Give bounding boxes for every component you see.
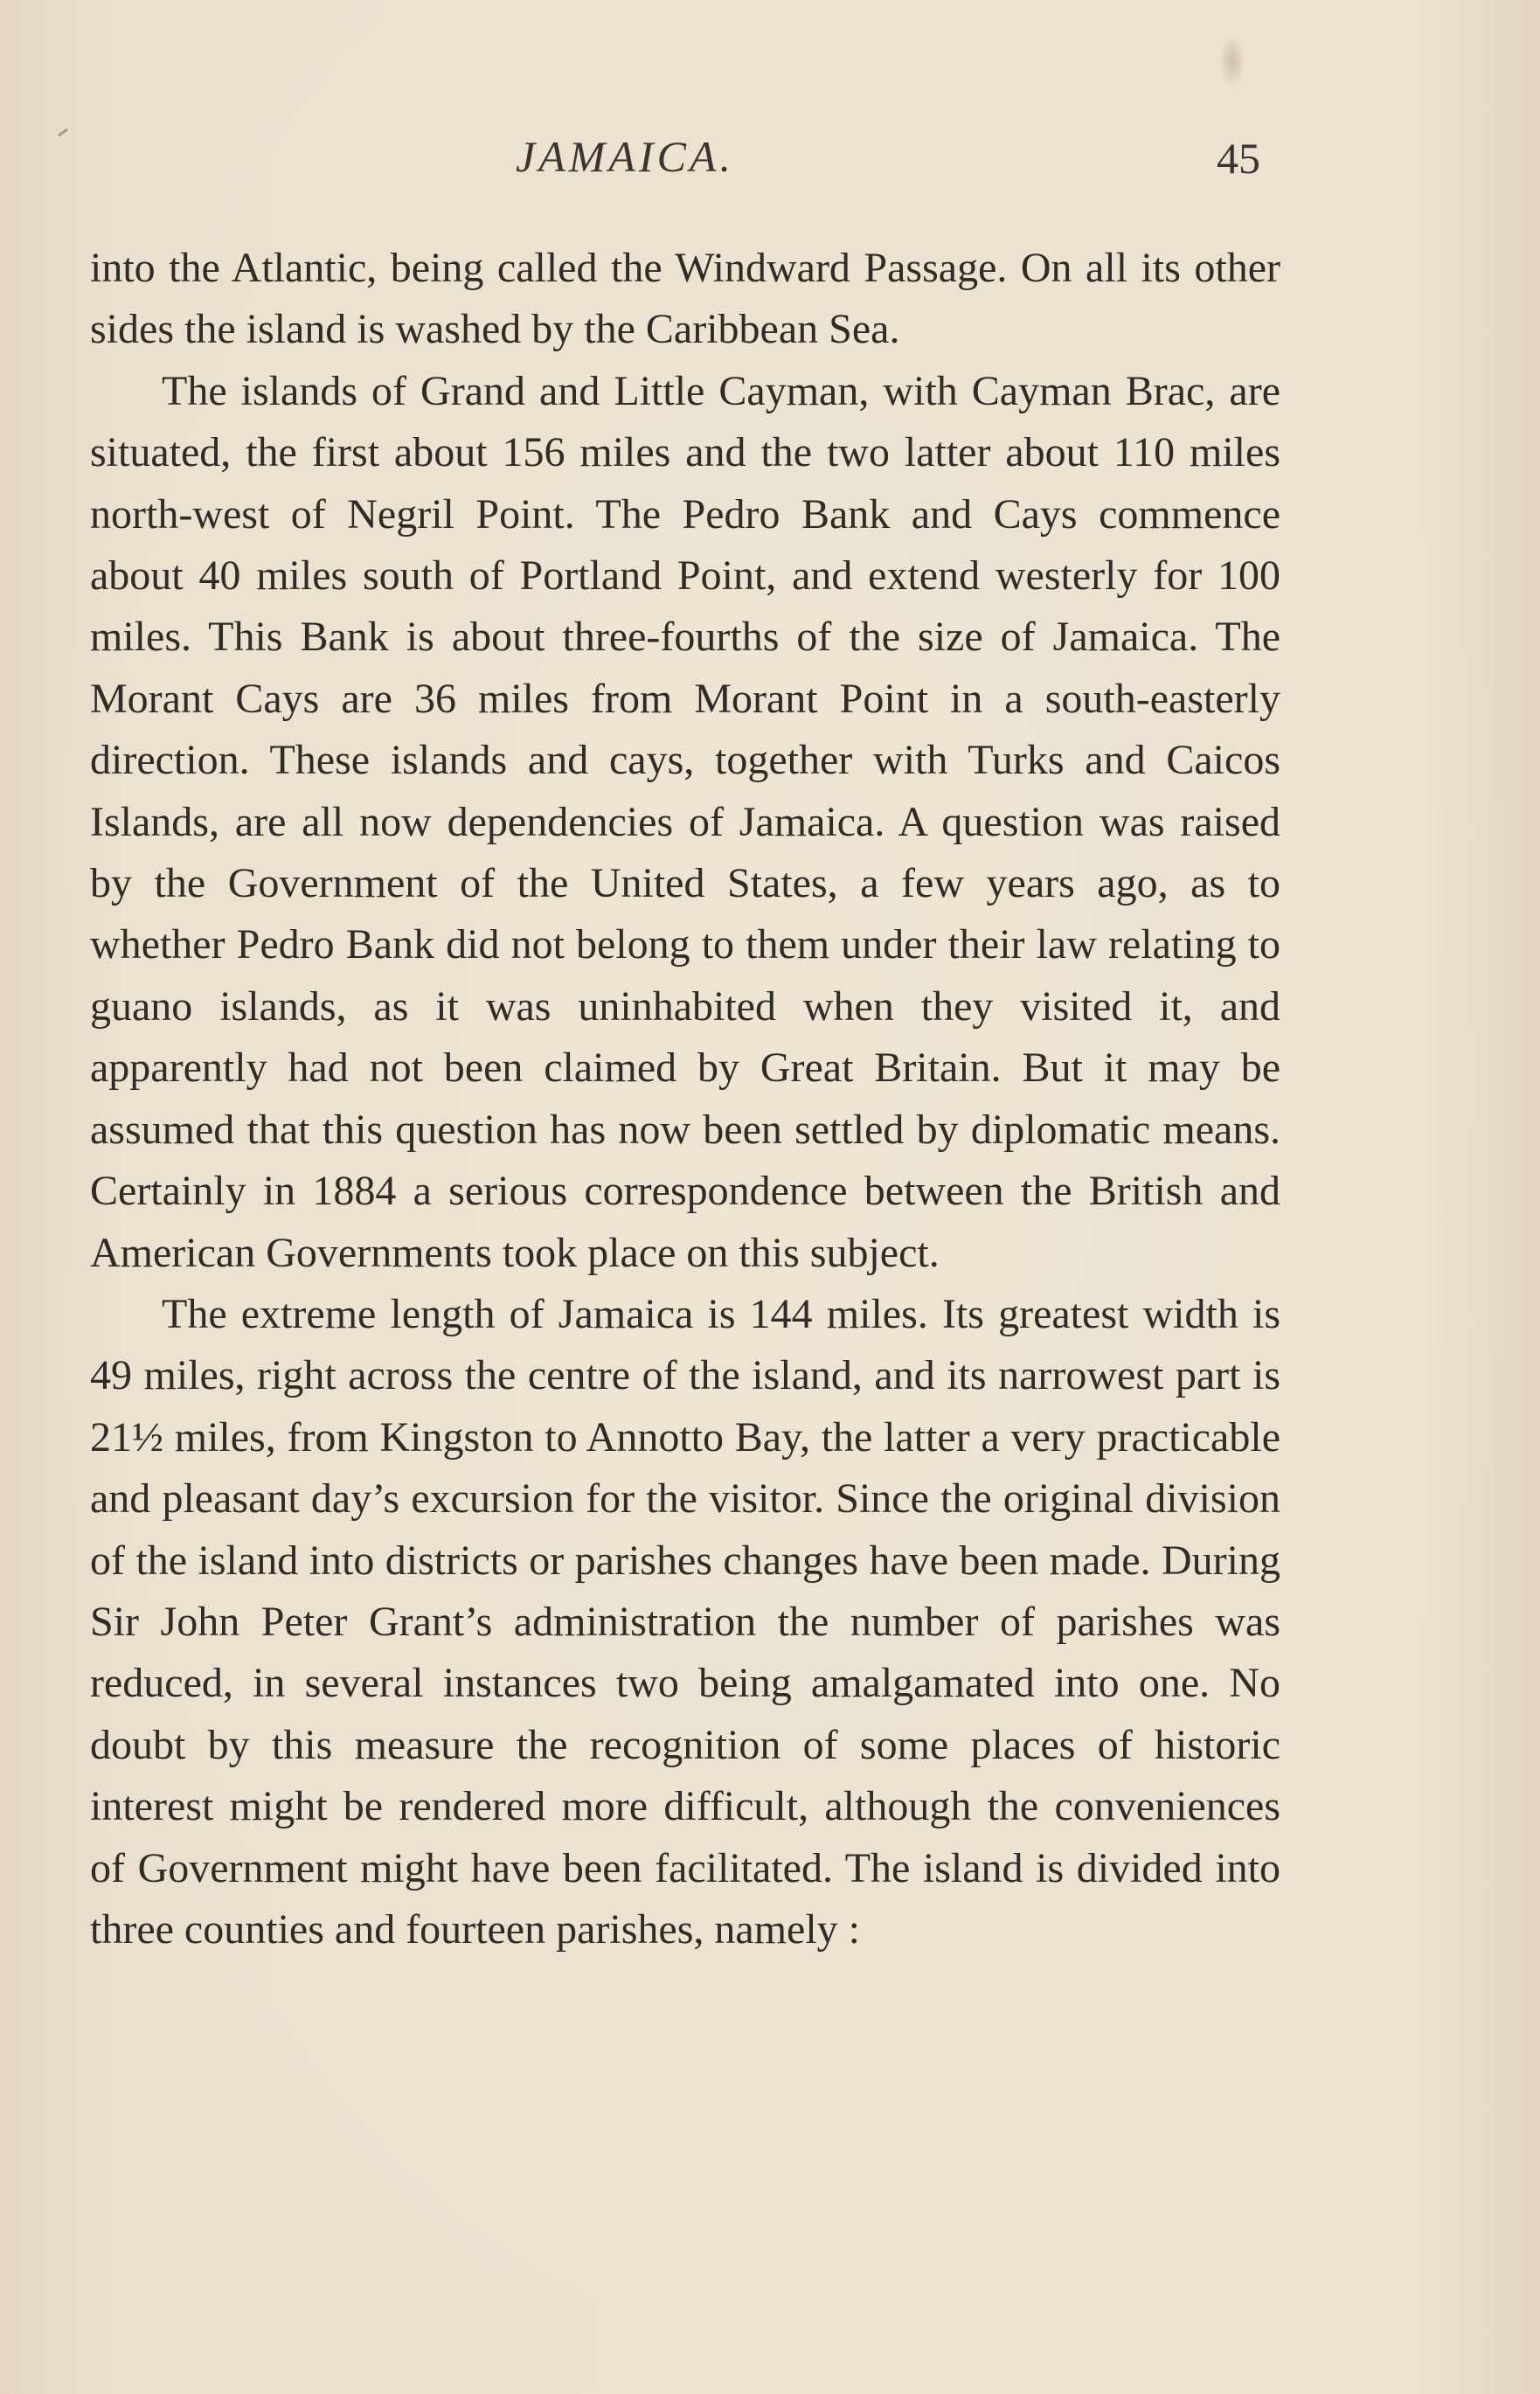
- paragraph-continued: into the Atlantic, being called the Windward Passage. On all its other sides the island is washed by the Caribbean Sea.: [90, 245, 1280, 353]
- running-title: JAMAICA.: [516, 132, 734, 181]
- body-text: [90, 238, 1280, 1960]
- running-head: [0, 131, 1540, 201]
- paragraph-cayman-islands: The islands of Grand and Little Cayman, with Cayman Brac, are situated, the first about 156 miles and the two latter about 110 miles north-west of Negril Point. The Pedro Bank and Cays commence about 40 miles south of Portland Point, and extend westerly for 100 miles. This Bank is about three-fourths of the size of Jamaica. The Morant Cays are 36 miles from Morant Point in a south-easterly direction. These islands and cays, together with Turks and Caicos Islands, are all now dependencies of Jamaica. A question was raised by the Government of the United States, a few years ago, as to whether Pedro Bank did not belong to them under their law relating to guano islands, as it was uninhabited when they visited it, and apparently had not been claimed by Great Britain. But it may be assumed that this question has now been settled by diplomatic means. Certainly in 1884 a serious correspondence between the British and American Governments took place on this subject.: [90, 367, 1280, 1276]
- paragraph-island-dimensions: The extreme length of Jamaica is 144 miles. Its greatest width is 49 miles, right across the centre of the island, and its narrowest part is 21½ miles, from Kingston to Annotto Bay, the latter a very practicable and pleasant day’s excursion for the visitor. Since the original division of the island into districts or parishes changes have been made. During Sir John Peter Grant’s administration the number of parishes was reduced, in several instances two being amalgamated into one. No doubt by this measure the recognition of some places of historic interest might be rendered more difficult, although the conveniences of Government might have been facilitated. The island is divided into three counties and fourteen parishes, namely :: [90, 1290, 1280, 1953]
- paper-stain: [1219, 35, 1245, 87]
- page-number: 45: [1217, 134, 1260, 183]
